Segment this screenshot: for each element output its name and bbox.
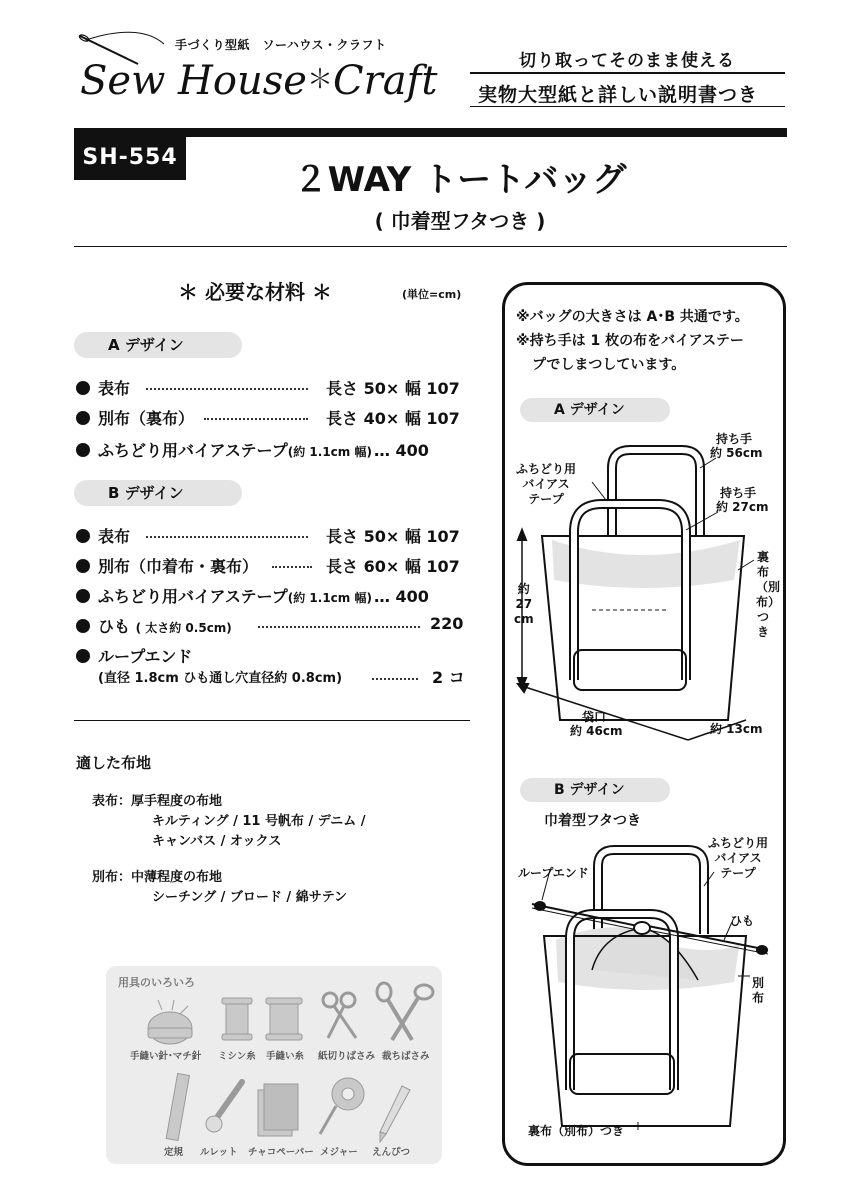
list-item [76, 524, 130, 547]
material-size: 長さ 50× 幅 107 [326, 379, 460, 398]
sewing-thread-icon [222, 998, 252, 1040]
material-name: 別布（巾着布・裏布） [98, 557, 259, 576]
tool-label: えんぴつ [372, 1147, 411, 1158]
material-name: 別布（裏布） [98, 409, 195, 428]
tool-label: ミシン糸 [218, 1051, 256, 1062]
panel-note-size: ※バッグの大きさは A･B 共通です。 [516, 309, 749, 325]
tool-label: チャコペーパー [248, 1147, 314, 1158]
material-size: … 400 [373, 441, 429, 460]
tape-measure-icon [320, 1078, 364, 1134]
bullet-icon [76, 589, 90, 603]
tracing-wheel-icon [206, 1082, 242, 1132]
outer-fabric-line1: キルティング / 11 号帆布 / デニム / [152, 814, 366, 829]
material-note: (直径 1.8cm ひも通し穴直径約 0.8cm) [98, 671, 343, 686]
leader-dots [272, 566, 312, 568]
leader-dots [146, 536, 308, 538]
a-lining-label: 裏布（別布）つき [756, 550, 781, 639]
tool-label: 手縫い糸 [266, 1051, 305, 1062]
panel-design-a-label: A デザイン [520, 398, 670, 422]
b-bias-tape-label: ふちどり用 バイアス テープ [708, 836, 769, 880]
material-size: 長さ 60× 幅 107 [326, 557, 460, 576]
leader-dots [204, 418, 308, 420]
tagline-bottom: 実物大型紙と詳しい説明書つき [478, 84, 759, 106]
material-name: ループエンド [98, 647, 193, 666]
material-note: ( 太さ約 0.5cm) [135, 621, 232, 635]
bullet-icon [76, 559, 90, 573]
design-a-label: A デザイン [74, 332, 242, 358]
product-code-box [74, 136, 186, 180]
pincushion-icon [148, 1000, 192, 1044]
material-name: ふちどり用バイアステープ [98, 441, 288, 460]
b-string-label: ひも [730, 914, 755, 928]
chalk-paper-icon [258, 1084, 298, 1136]
a-handle-long-length: 約 56cm [710, 446, 763, 460]
material-size: 長さ 50× 幅 107 [326, 527, 460, 546]
tools-panel [106, 966, 442, 1164]
tool-label: 手縫い針･マチ針 [130, 1051, 202, 1062]
brand-logo-star: ＊ [306, 65, 333, 95]
b-cloth-label: 別 布 [752, 976, 765, 1005]
outer-fabric-line2: キャンバス / オックス [152, 834, 282, 849]
product-subtitle: ( 巾着型フタつき ) [374, 209, 546, 233]
tools-illustrations [106, 966, 442, 1164]
tagline-top: 切り取ってそのまま使える [519, 51, 735, 71]
leader-dots [146, 388, 308, 390]
material-name: 表布 [98, 527, 131, 546]
design-b-label: B デザイン [74, 480, 242, 506]
panel-note-handle: ※持ち手は 1 枚の布をバイアステー [516, 333, 744, 349]
inner-fabric-label: 別布：中薄程度の布地 [92, 870, 223, 885]
list-item [76, 406, 194, 429]
product-title: ２WAY トートバッグ [293, 160, 627, 200]
tool-label: 裁ちばさみ [382, 1051, 430, 1062]
a-handle-short-label: 持ち手 [720, 486, 757, 500]
materials-rule [74, 720, 470, 721]
list-item [76, 614, 232, 637]
list-item [76, 584, 429, 607]
tool-label: メジャー [320, 1147, 358, 1158]
bullet-icon [76, 619, 90, 633]
b-loop-end-label: ループエンド [518, 866, 589, 880]
list-item [76, 438, 429, 461]
inner-fabric-line1: シーチング / ブロード / 綿サテン [152, 890, 348, 905]
bullet-icon [76, 529, 90, 543]
panel-note-handle-cont: プでしまつしています。 [532, 357, 686, 373]
brand-logo [80, 58, 437, 104]
a-handle-short-length: 約 27cm [716, 500, 769, 514]
bullet-icon [76, 381, 90, 395]
material-size: 長さ 40× 幅 107 [326, 409, 460, 428]
material-note: (約 1.1cm 幅) [287, 445, 372, 459]
bullet-icon [76, 411, 90, 425]
unit-note: (単位=cm) [402, 288, 462, 301]
material-name: ひも [98, 617, 131, 636]
material-size: 220 [430, 614, 464, 633]
ruler-icon [166, 1073, 189, 1140]
b-subtitle: 巾着型フタつき [544, 813, 642, 829]
tagline-rule [470, 72, 785, 74]
material-name: 表布 [98, 379, 131, 398]
hand-thread-icon [266, 998, 302, 1040]
materials-heading: ＊ 必要な材料 ＊ [178, 280, 332, 304]
list-item [76, 554, 258, 577]
tool-label: ルレット [200, 1147, 238, 1158]
product-code: SH-554 [82, 145, 178, 170]
brand-logo-main: Sew House [80, 58, 307, 104]
a-bias-tape-label: ふちどり用 バイアス テープ [516, 462, 577, 506]
bullet-icon [76, 443, 90, 457]
list-item [76, 644, 192, 667]
brand-logo-main2: Craft [332, 58, 438, 104]
a-mouth-length: 約 46cm [570, 724, 623, 738]
tool-label: 定規 [164, 1147, 184, 1158]
pencil-icon [380, 1086, 410, 1142]
tagline-rule-bottom [470, 106, 785, 107]
fabric-shears-icon [377, 983, 433, 1040]
list-item [76, 376, 130, 399]
tool-label: 紙切りばさみ [318, 1051, 376, 1062]
bullet-icon [76, 649, 90, 663]
title-rule [74, 246, 787, 247]
outer-fabric-label: 表布：厚手程度の布地 [92, 794, 223, 809]
tools-heading: 用具のいろいろ [118, 976, 195, 989]
material-size: 2 コ [432, 668, 465, 687]
material-note: (約 1.1cm 幅) [287, 591, 372, 605]
a-mouth-label: 袋口 [582, 710, 607, 724]
paper-scissors-icon [323, 993, 356, 1038]
leader-dots [258, 626, 420, 628]
fabrics-heading: 適した布地 [76, 754, 152, 772]
material-name: ふちどり用バイアステープ [98, 587, 288, 606]
a-handle-long-label: 持ち手 [716, 432, 753, 446]
b-lining-label: 裏布（別布）つき [528, 1124, 625, 1138]
a-height-label: 約 27 cm [514, 582, 534, 626]
material-size: … 400 [373, 587, 429, 606]
a-depth-length: 約 13cm [710, 722, 763, 736]
brand-subtitle: 手づくり型紙 ソーハウス・クラフト [175, 38, 387, 52]
leader-dots [372, 678, 418, 680]
panel-design-b-label: B デザイン [520, 778, 670, 802]
